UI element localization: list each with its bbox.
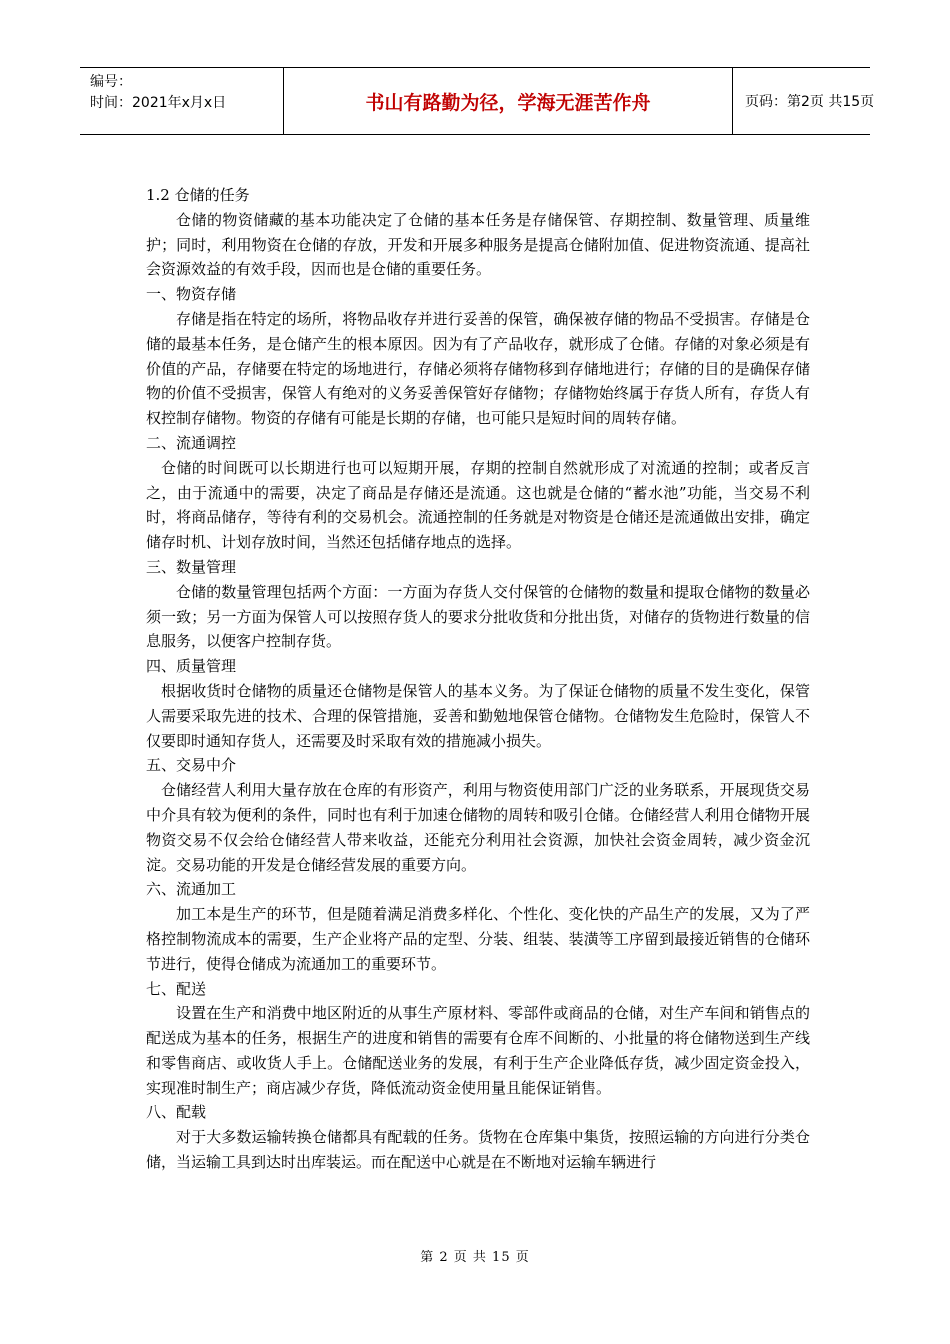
item-heading: 八、配载 [146,1103,207,1122]
intro-paragraph: 仓储的物资储藏的基本功能决定了仓储的基本任务是存储保管、存期控制、数量管理、质量维护；同时，利用物资在仓储的存放，开发和开展多种服务是提高仓储附加值、促进物资流通、提高社会资源效益的有效手段，因而也是仓储的重要任务。 [146,210,810,279]
item-paragraph: 仓储的时间既可以长期进行也可以短期开展，存期的控制自然就形成了对流通的控制；或者反言之，由于流通中的需要，决定了商品是存储还是流通。这也就是仓储的“蓄水池”功能，当交易不利时，将商品储存，等待有利的交易机会。流通控制的任务就是对物资是仓储还是流通做出安排，确定储存时机、计划存放时间，当然还包括储存地点的选择。 [146,458,810,552]
page-header [80,67,875,135]
document-body [146,183,810,1175]
document-number-label: 编号： [90,74,132,90]
item-paragraph: 加工本是生产的环节，但是随着满足消费多样化、个性化、变化快的产品生产的发展，又为了严格控制物流成本的需要，生产企业将产品的定型、分装、组装、装潢等工序留到最接近销售的仓储环节进行，使得仓储成为流通加工的重要环节。 [146,905,810,973]
header-meta [80,68,283,134]
item-paragraph: 仓储经营人利用大量存放在仓库的有形资产，利用与物资使用部门广泛的业务联系，开展现货交易中介具有较为便利的条件，同时也有利于加速仓储物的周转和吸引仓储。仓储经营人利用仓储物开展物资交易不仅会给仓储经营人带来收益，还能充分利用社会资源，加快社会资金周转，减少资金沉淀。交易功能的开发是仓储经营发展的重要方向。 [146,781,810,874]
item-heading: 一、物资存储 [146,285,237,304]
item-heading: 三、数量管理 [146,557,237,576]
item-heading: 四、质量管理 [146,657,237,676]
item-heading: 六、流通加工 [146,880,237,899]
section-title: 1.2 仓储的任务 [146,186,250,204]
item-heading: 二、流通调控 [146,433,237,452]
document-date: 时间：2021年x月x日 [90,95,227,111]
item-paragraph: 存储是指在特定的场所，将物品收存并进行妥善的保管，确保被存储的物品不受损害。存储是仓储的最基本任务，是仓储产生的根本原因。因为有了产品收存，就形成了仓储。存储的对象必须是有价值的产品，存储要在特定的场地进行，存储必须将存储物移到存储地进行；存储的目的是确保存储物的价值不受损害，保管人有绝对的义务妥善保管好存储物；存储物始终属于存货人所有，存货人有权控制存储物。物资的存储有可能是长期的存储，也可能只是短时间的周转存储。 [146,309,810,428]
item-paragraph: 对于大多数运输转换仓储都具有配载的任务。货物在仓库集中集货，按照运输的方向进行分类仓储，当运输工具到达时出库装运。而在配送中心就是在不断地对运输车辆进行 [146,1128,810,1172]
item-paragraph: 仓储的数量管理包括两个方面：一方面为存货人交付保管的仓储物的数量和提取仓储物的数量必须一致；另一方面为保管人可以按照存货人的要求分批收货和分批出货，对储存的货物进行数量的信息服务，以便客户控制存货。 [146,582,810,651]
header-page-info: 页码：第2页 共15页 [745,94,875,110]
header-motto: 书山有路勤为径，学海无涯苦作舟 [283,68,733,134]
item-paragraph: 根据收货时仓储物的质量还仓储物是保管人的基本义务。为了保证仓储物的质量不发生变化，保管人需要采取先进的技术、合理的保管措施，妥善和勤勉地保管仓储物。仓储物发生危险时，保管人不仅要即时通知存货人，还需要及时采取有效的措施减小损失。 [146,681,810,750]
item-heading: 七、配送 [146,979,207,998]
item-paragraph: 设置在生产和消费中地区附近的从事生产原材料、零部件或商品的仓储，对生产车间和销售点的配送成为基本的任务，根据生产的进度和销售的需要有仓库不间断的、小批量的将仓储物送到生产线和零售商店、或收货人手上。仓储配送业务的发展，有利于生产企业降低存货，减少固定资金投入，实现准时制生产；商店减少存货，降低流动资金使用量且能保证销售。 [146,1004,810,1097]
page-footer: 第 2 页 共 15 页 [420,1250,530,1265]
item-heading: 五、交易中介 [146,756,237,775]
